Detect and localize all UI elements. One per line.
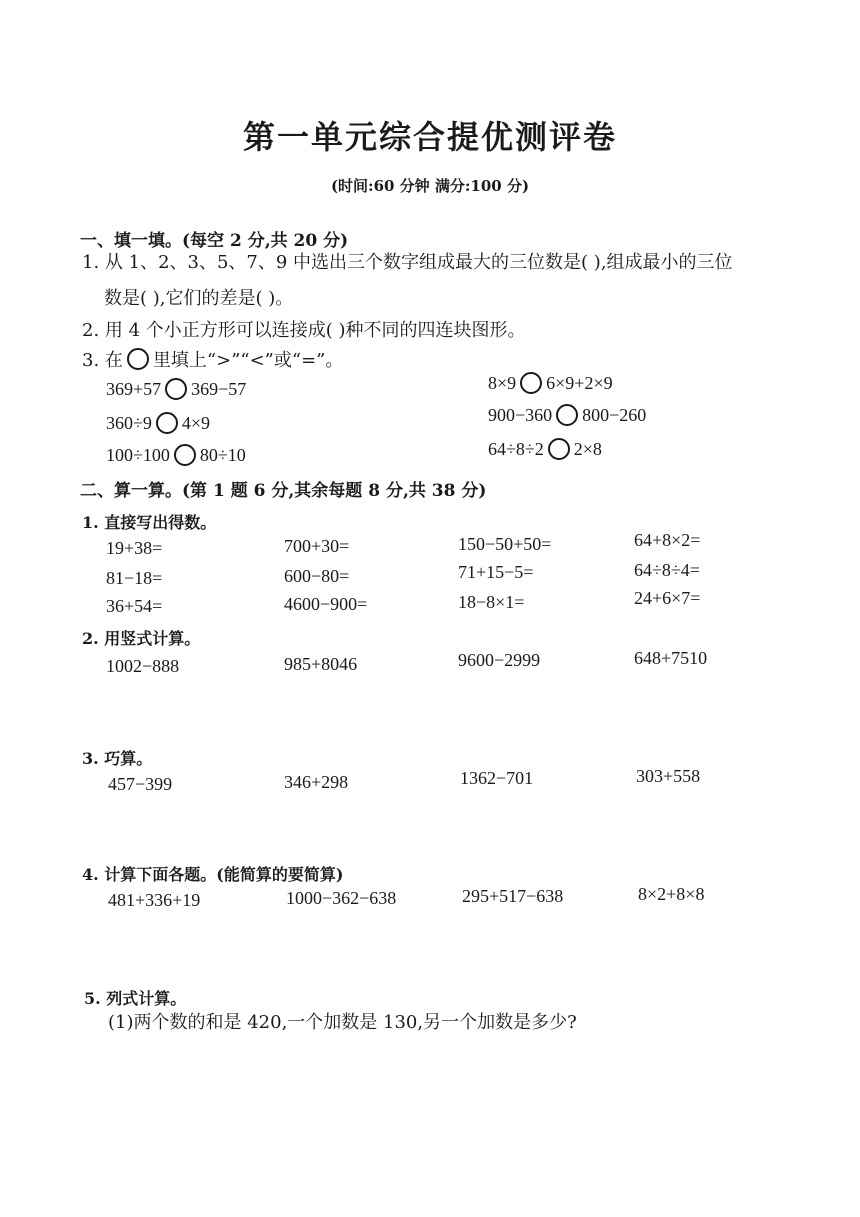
oral-item: 19+38= — [106, 538, 163, 558]
section-1-heading: 一、填一填。(每空 2 分,共 20 分) — [80, 231, 349, 251]
oral-item: 18−8×1= — [458, 592, 525, 612]
compare-left: 100÷100 — [106, 444, 170, 465]
compare-item — [106, 444, 246, 466]
question-3-prefix: 3. 在 — [82, 350, 123, 371]
compare-item — [488, 372, 613, 394]
part-2-label: 2. 用竖式计算。 — [82, 629, 201, 648]
part-5-question-1: (1)两个数的和是 420,一个加数是 130,另一个加数是多少? — [108, 1012, 577, 1033]
compare-left: 8×9 — [488, 372, 517, 393]
question-1-line-2: 数是( ),它们的差是( )。 — [104, 288, 294, 309]
oral-item: 600−80= — [284, 566, 350, 586]
part-4-label: 4. 计算下面各题。(能简算的要简算) — [82, 865, 344, 884]
circle-icon — [127, 348, 149, 370]
compare-right: 80÷10 — [199, 444, 246, 465]
compare-circle-blank[interactable] — [520, 372, 542, 394]
compare-item — [106, 378, 246, 400]
compare-left: 360÷9 — [106, 412, 152, 433]
oral-item: 71+15−5= — [458, 562, 534, 582]
oral-item: 81−18= — [106, 568, 163, 588]
oral-item: 4600−900= — [284, 594, 368, 614]
section-2-heading: 二、算一算。(第 1 题 6 分,其余每题 8 分,共 38 分) — [80, 481, 487, 501]
oral-item: 64÷8÷4= — [634, 560, 700, 580]
page-title: 第一单元综合提优测评卷 — [242, 118, 617, 156]
compare-left: 369+57 — [106, 378, 162, 399]
compare-circle-blank[interactable] — [548, 438, 570, 460]
compare-right: 6×9+2×9 — [546, 372, 613, 393]
compute-item: 8×2+8×8 — [638, 884, 705, 904]
vertical-calc-item: 1002−888 — [106, 656, 180, 676]
oral-item: 150−50+50= — [458, 534, 552, 554]
compare-right: 369−57 — [191, 378, 247, 399]
compare-item — [488, 404, 646, 426]
vertical-calc-item: 985+8046 — [284, 654, 358, 674]
compare-circle-blank[interactable] — [556, 404, 578, 426]
smart-calc-item: 1362−701 — [460, 768, 534, 788]
question-1-line-1: 1. 从 1、2、3、5、7、9 中选出三个数字组成最大的三位数是( ),组成最小的三位 — [82, 252, 733, 273]
smart-calc-item: 303+558 — [636, 766, 701, 786]
part-5-label: 5. 列式计算。 — [84, 989, 187, 1008]
oral-item: 700+30= — [284, 536, 350, 556]
compare-left: 64÷8÷2 — [488, 438, 544, 459]
vertical-calc-item: 9600−2999 — [458, 650, 541, 670]
question-3 — [82, 346, 343, 372]
vertical-calc-item: 648+7510 — [634, 648, 708, 668]
question-2: 2. 用 4 个小正方形可以连接成( )种不同的四连块图形。 — [82, 320, 526, 341]
question-3-suffix: 里填上“>”“<”或“=”。 — [152, 350, 344, 371]
smart-calc-item: 457−399 — [108, 774, 173, 794]
smart-calc-item: 346+298 — [284, 772, 349, 792]
oral-item: 64+8×2= — [634, 530, 701, 550]
compute-item: 481+336+19 — [108, 890, 201, 910]
compare-circle-blank[interactable] — [156, 412, 178, 434]
compare-circle-blank[interactable] — [165, 378, 187, 400]
oral-item: 24+6×7= — [634, 588, 701, 608]
compare-right: 4×9 — [181, 412, 211, 433]
compare-item — [106, 412, 210, 434]
compute-item: 1000−362−638 — [286, 888, 397, 908]
oral-item: 36+54= — [106, 596, 163, 616]
part-3-label: 3. 巧算。 — [82, 749, 153, 768]
compare-left: 900−360 — [488, 404, 553, 425]
compare-right: 2×8 — [573, 438, 602, 459]
compare-right: 800−260 — [582, 404, 647, 425]
compute-item: 295+517−638 — [462, 886, 564, 906]
compare-item — [488, 438, 602, 460]
compare-circle-blank[interactable] — [174, 444, 196, 466]
part-1-label: 1. 直接写出得数。 — [82, 513, 217, 532]
page-subtitle: (时间:60 分钟 满分:100 分) — [330, 177, 530, 195]
